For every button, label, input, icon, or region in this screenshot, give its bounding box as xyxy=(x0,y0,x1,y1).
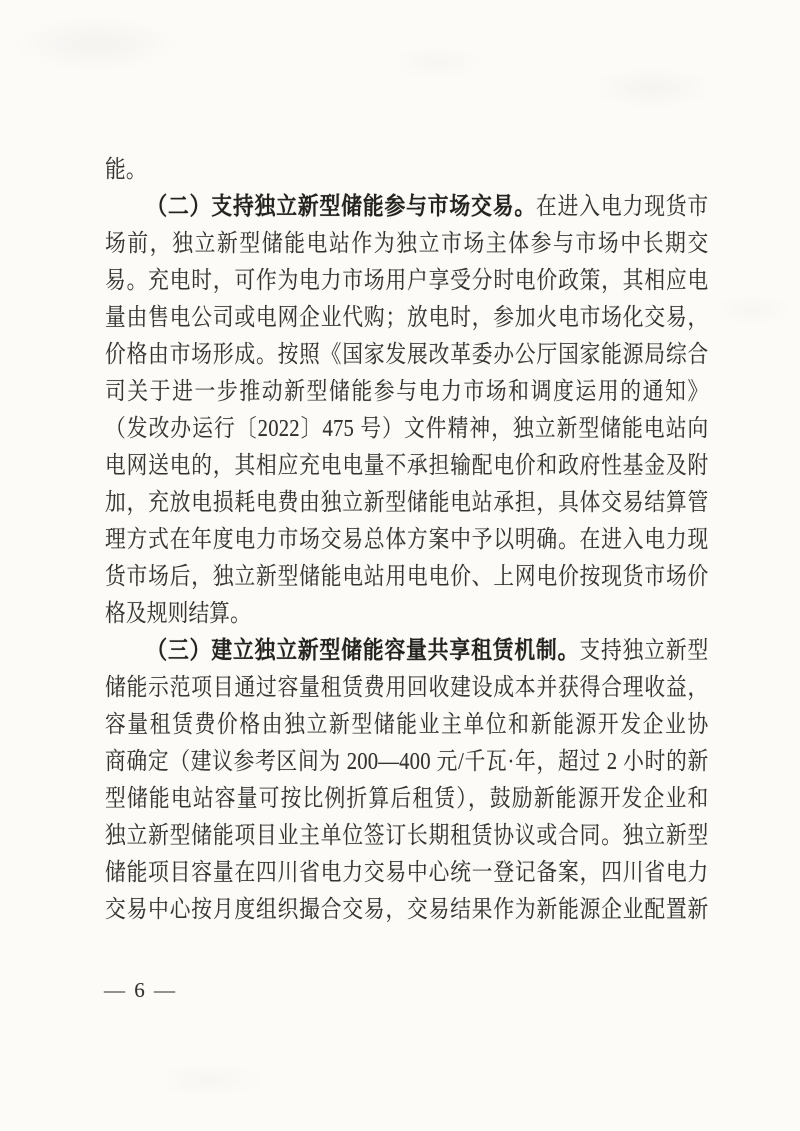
text-line xyxy=(105,781,708,818)
text-line xyxy=(105,892,708,929)
text-line xyxy=(105,300,708,337)
text-segment: 格及规则结算。 xyxy=(105,601,252,627)
text-segment: 储能项目容量在四川省电力交易中心统一登记备案，四川省电力 xyxy=(105,860,709,886)
text-segment: 储能示范项目通过容量租赁费用回收建设成本并获得合理收益， xyxy=(105,675,709,701)
text-line xyxy=(105,189,708,226)
text-line xyxy=(105,855,708,892)
text-segment: 商确定（建议参考区间为 200—400 元/千瓦·年，超过 2 小时的新 xyxy=(105,749,709,775)
text-segment: 司关于进一步推动新型储能参与电力市场和调度运用的通知》 xyxy=(105,379,709,405)
text-line xyxy=(105,448,708,485)
text-line xyxy=(105,263,708,300)
text-line xyxy=(105,374,708,411)
text-segment: 能。 xyxy=(105,157,147,183)
text-segment: 货市场后，独立新型储能电站用电电价、上网电价按现货市场价 xyxy=(105,564,709,590)
text-segment: 量由售电公司或电网企业代购；放电时，参加火电市场化交易， xyxy=(105,305,709,331)
text-block xyxy=(105,152,800,929)
text-segment: 独立新型储能项目业主单位签订长期租赁协议或合同。独立新型 xyxy=(105,823,709,849)
text-segment: 价格由市场形成。按照《国家发展改革委办公厅国家能源局综合 xyxy=(105,342,709,368)
text-line xyxy=(105,670,708,707)
text-segment: 在进入电力现货市 xyxy=(536,194,709,220)
text-segment: 场前，独立新型储能电站作为独立市场主体参与市场中长期交 xyxy=(105,231,709,257)
text-segment: 理方式在年度电力市场交易总体方案中予以明确。在进入电力现 xyxy=(105,527,709,553)
text-line xyxy=(105,485,708,522)
text-line xyxy=(105,559,708,596)
section-heading-segment: （二）支持独立新型储能参与市场交易。 xyxy=(146,194,537,220)
text-line xyxy=(105,633,708,670)
page-number: — 6 — xyxy=(104,978,177,1002)
text-line xyxy=(105,707,708,744)
text-segment: 交易中心按月度组织撮合交易，交易结果作为新能源企业配置新 xyxy=(105,897,709,923)
text-segment: 易。充电时，可作为电力市场用户享受分时电价政策，其相应电 xyxy=(105,268,709,294)
text-segment: 支持独立新型 xyxy=(579,638,709,664)
text-line xyxy=(105,522,708,559)
text-segment: 加，充放电损耗电费由独立新型储能电站承担，具体交易结算管 xyxy=(105,490,709,516)
text-segment: 电网送电的，其相应充电电量不承担输配电价和政府性基金及附 xyxy=(105,453,709,479)
text-line xyxy=(105,226,708,263)
text-line xyxy=(105,596,708,633)
text-line xyxy=(105,152,708,189)
section-heading-segment: （三）建立独立新型储能容量共享租赁机制。 xyxy=(146,638,580,664)
text-segment: 型储能电站容量可按比例折算后租赁），鼓励新能源开发企业和 xyxy=(105,786,709,812)
text-line xyxy=(105,411,708,448)
text-segment: 容量租赁费价格由独立新型储能业主单位和新能源开发企业协 xyxy=(105,712,709,738)
text-line xyxy=(105,337,708,374)
text-line xyxy=(105,818,708,855)
text-line xyxy=(105,744,708,781)
text-segment: （发改办运行〔2022〕475 号）文件精神，独立新型储能电站向 xyxy=(105,416,709,442)
